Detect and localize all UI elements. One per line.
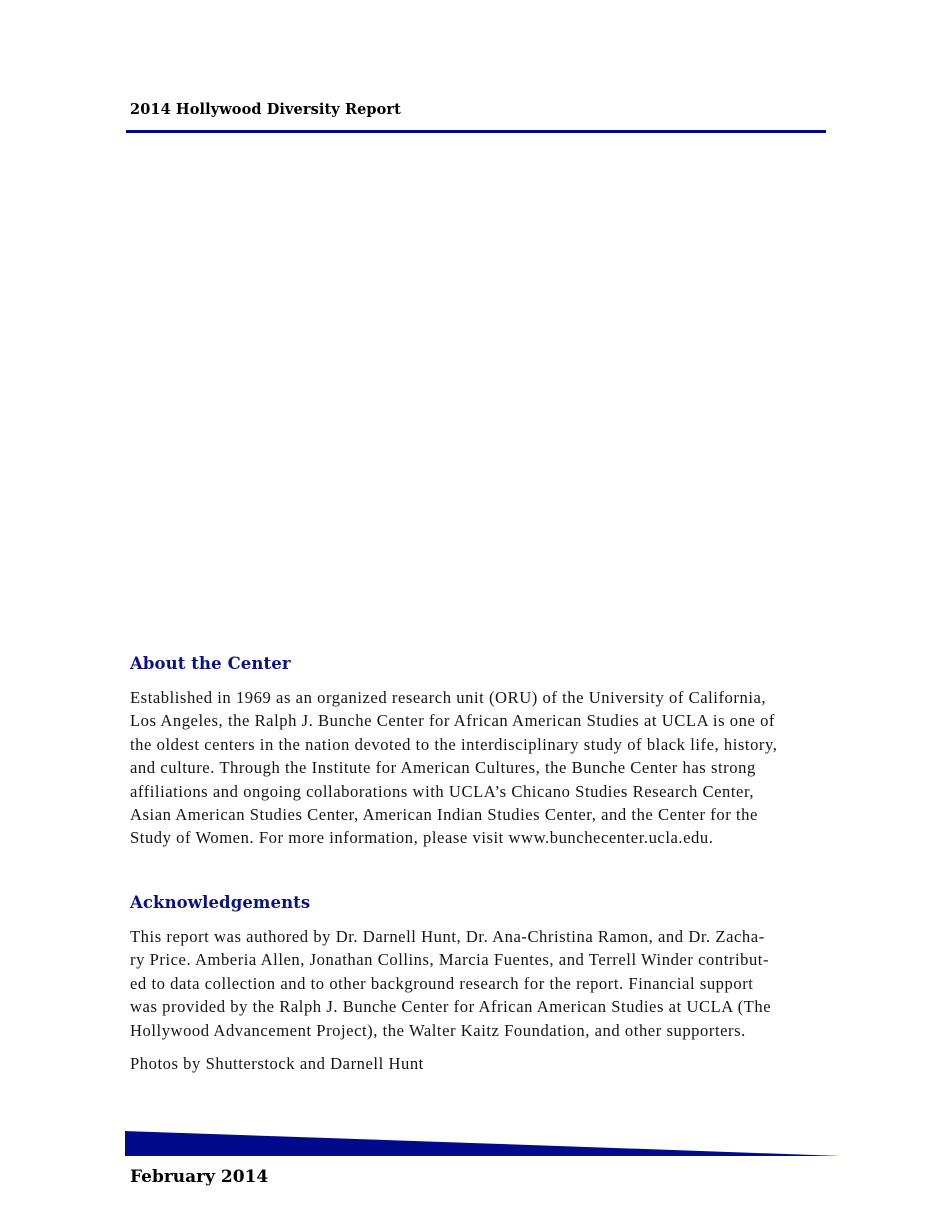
footer-wedge-shape: [125, 1131, 841, 1156]
acknowledgements-line: was provided by the Ralph J. Bunche Center for African American Studies at UCLA (The: [130, 997, 772, 1017]
running-header-title: 2014 Hollywood Diversity Report: [130, 101, 401, 118]
footer-date: February 2014: [130, 1167, 269, 1187]
header-rule: [126, 130, 826, 133]
acknowledgements-line: This report was authored by Dr. Darnell Hunt, Dr. Ana-Christina Ramon, and Dr. Zacha-: [130, 927, 765, 946]
about-line: Established in 1969 as an organized research unit (ORU) of the University of California,: [130, 688, 767, 707]
photo-credit: Photos by Shutterstock and Darnell Hunt: [130, 1054, 424, 1073]
acknowledgements-line: ed to data collection and to other background research for the report. Financial support: [130, 973, 754, 993]
footer-wedge-bar: [125, 1130, 841, 1158]
about-line: affiliations and ongoing collaborations with UCLA’s Chicano Studies Research Center,: [130, 781, 755, 801]
about-line: Study of Women. For more information, please visit www.bunchecenter.ucla.edu.: [130, 828, 714, 848]
about-paragraph: [130, 686, 820, 850]
about-line: Asian American Studies Center, American Indian Studies Center, and the Center for the: [130, 805, 758, 825]
acknowledgements-paragraph: [130, 925, 820, 1042]
acknowledgements-heading: Acknowledgements: [130, 893, 311, 912]
acknowledgements-line: ry Price. Amberia Allen, Jonathan Collins, Marcia Fuentes, and Terrell Winder contribut-: [130, 950, 770, 970]
about-heading: About the Center: [130, 654, 291, 673]
acknowledgements-line: Hollywood Advancement Project), the Walter Kaitz Foundation, and other supporters.: [130, 1020, 746, 1040]
about-line: the oldest centers in the nation devoted to the interdisciplinary study of black life, history,: [130, 734, 778, 754]
about-line: and culture. Through the Institute for American Cultures, the Bunche Center has strong: [130, 758, 756, 778]
about-line: Los Angeles, the Ralph J. Bunche Center for African American Studies at UCLA is one of: [130, 711, 776, 731]
